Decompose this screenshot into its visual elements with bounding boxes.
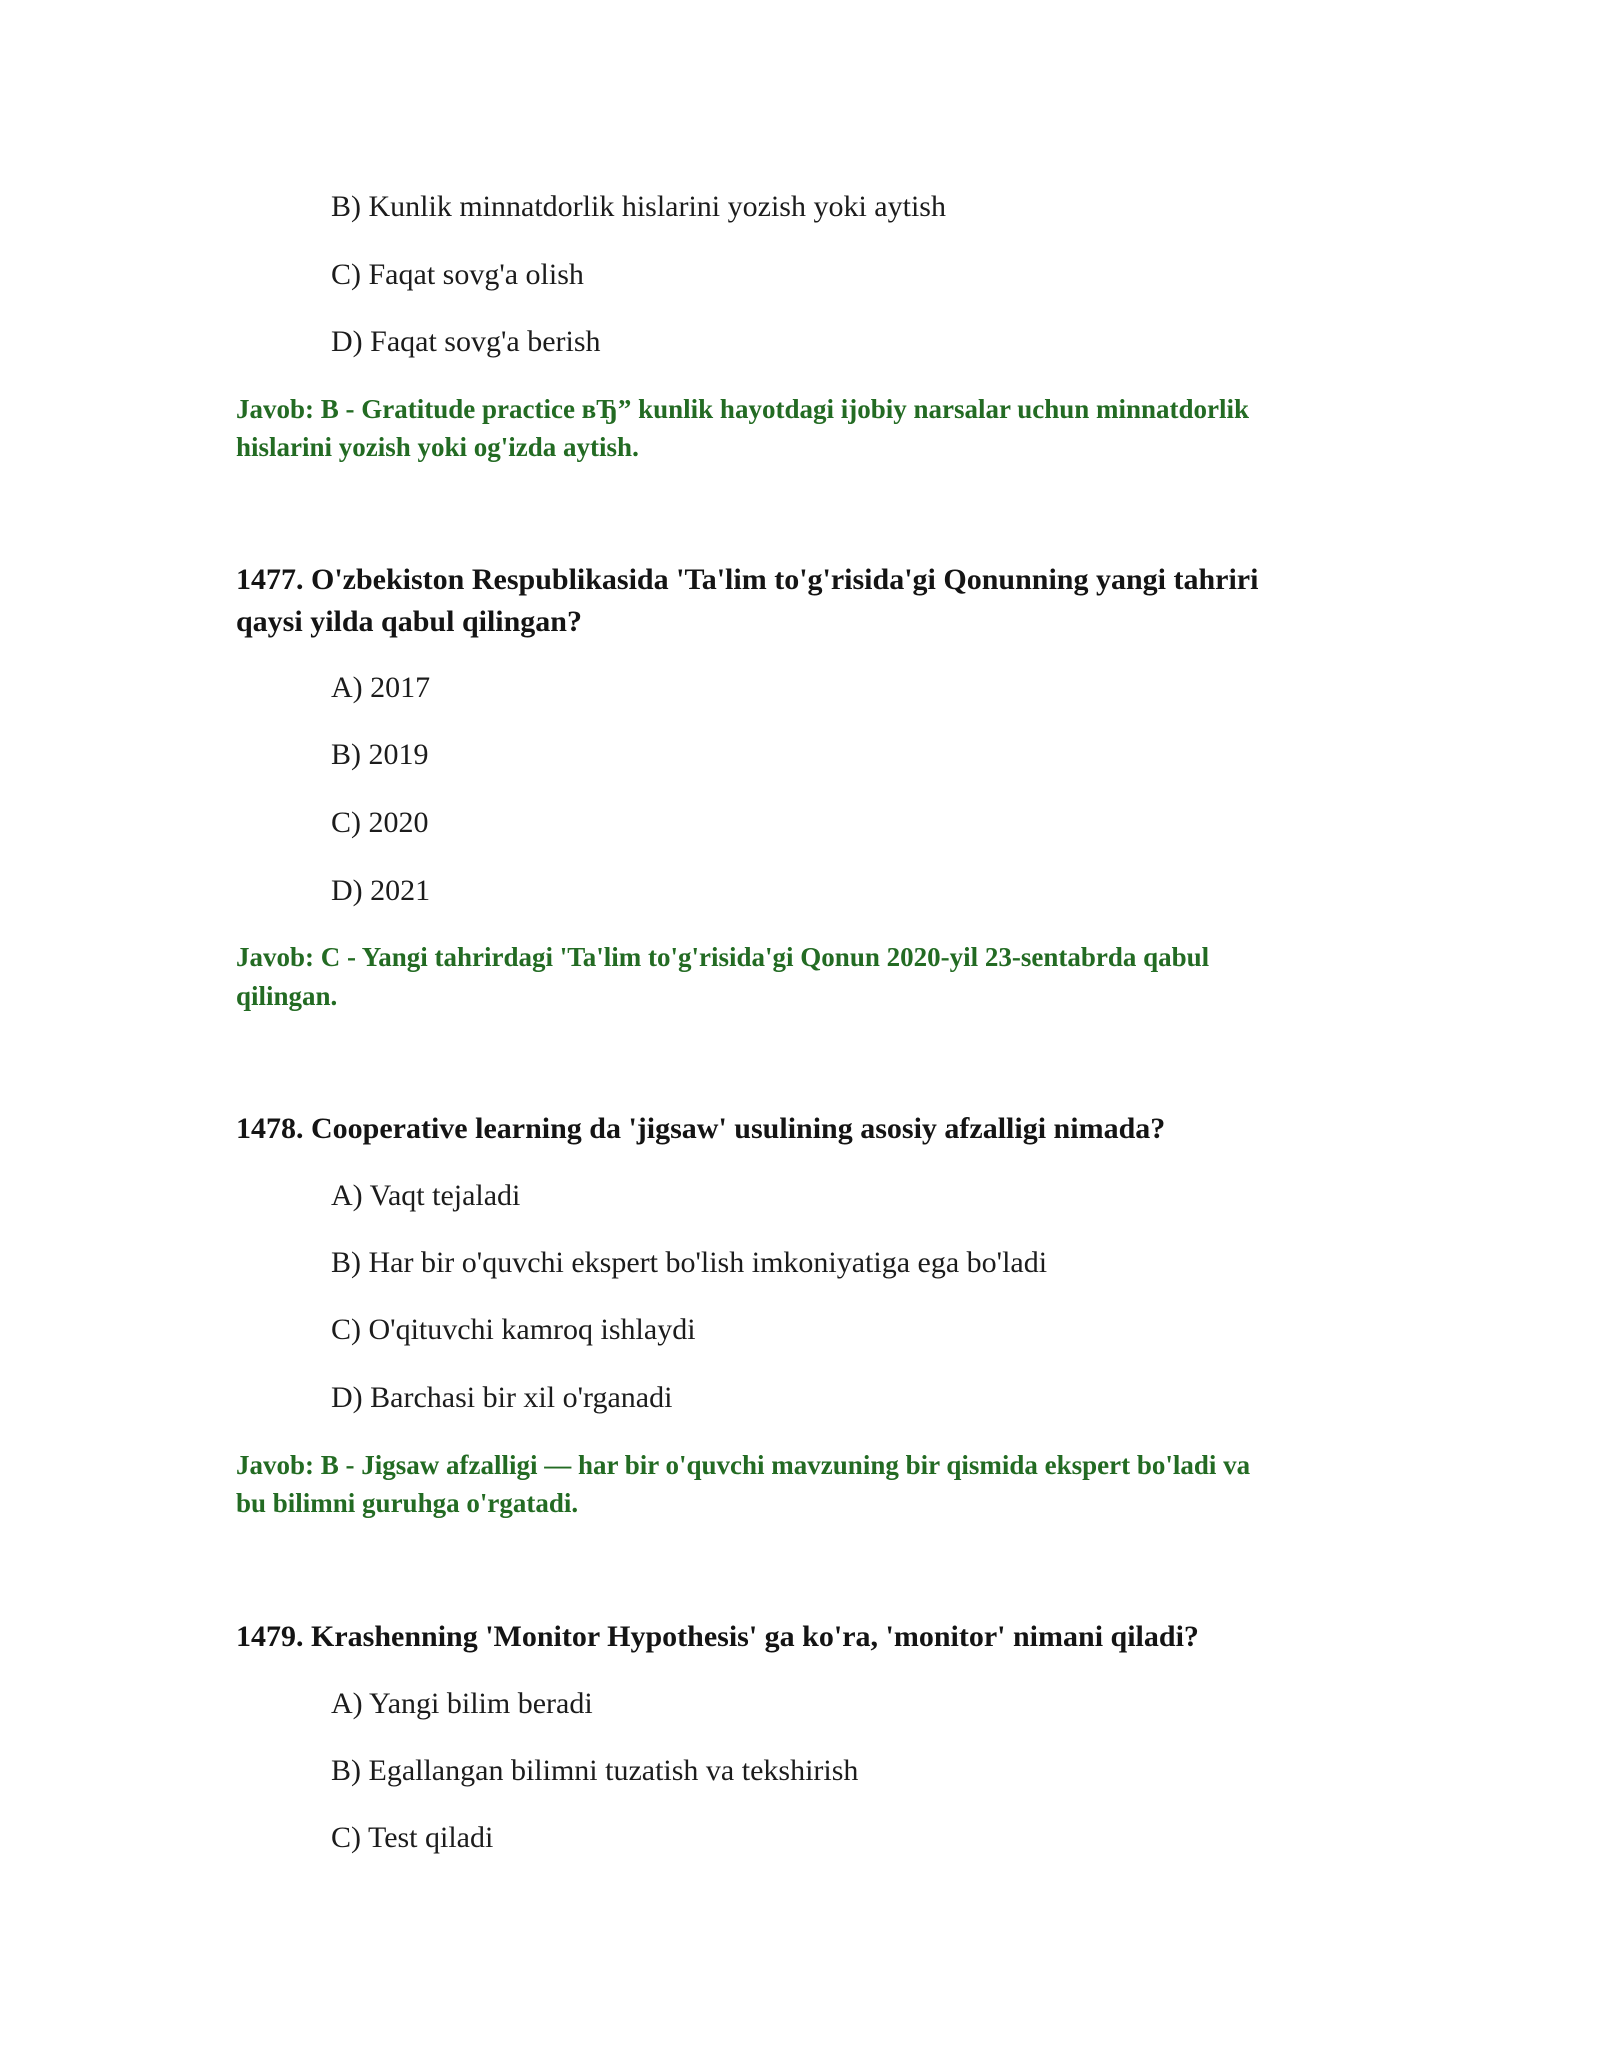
option-c: C) Faqat sovg'a olish [331, 258, 584, 291]
option-d: D) Barchasi bir xil o'rganadi [331, 1381, 673, 1414]
answer-line: Javob: C - Yangi tahrirdagi 'Ta'lim to'g'risida'gi Qonun 2020-yil 23-sentabrda qabul [236, 942, 1210, 972]
option-b: B) 2019 [331, 738, 429, 771]
option-c: C) 2020 [331, 806, 429, 839]
answer-line: bu bilimni guruhga o'rgatadi. [236, 1488, 579, 1518]
option-c: C) Test qiladi [331, 1821, 494, 1854]
answer-line: hislarini yozish yoki og'izda aytish. [236, 432, 639, 462]
option-b: B) Kunlik minnatdorlik hislarini yozish yoki aytish [331, 190, 946, 223]
question-title: 1477. O'zbekiston Respublikasida 'Ta'lim to'g'risida'gi Qonunning yangi tahriri [236, 563, 1259, 596]
answer-line: Javob: B - Gratitude practice вЂ” kunlik hayotdagi ijobiy narsalar uchun minnatdorlik [236, 394, 1250, 424]
question-title: 1478. Cooperative learning da 'jigsaw' usulining asosiy afzalligi nimada? [236, 1112, 1166, 1145]
option-a: A) 2017 [331, 671, 431, 704]
option-d: D) 2021 [331, 874, 431, 907]
answer-line: qilingan. [236, 981, 338, 1011]
option-a: A) Vaqt tejaladi [331, 1179, 521, 1212]
option-c: C) O'qituvchi kamroq ishlaydi [331, 1313, 696, 1346]
option-b: B) Egallangan bilimni tuzatish va tekshirish [331, 1754, 859, 1787]
option-d: D) Faqat sovg'a berish [331, 325, 601, 358]
question-title: 1479. Krashenning 'Monitor Hypothesis' ga ko'ra, 'monitor' nimani qiladi? [236, 1620, 1199, 1653]
option-b: B) Har bir o'quvchi ekspert bo'lish imkoniyatiga ega bo'ladi [331, 1246, 1048, 1279]
answer-line: Javob: B - Jigsaw afzalligi — har bir o'quvchi mavzuning bir qismida ekspert bo'ladi va [236, 1450, 1251, 1480]
question-title: qaysi yilda qabul qilingan? [236, 605, 582, 638]
option-a: A) Yangi bilim beradi [331, 1687, 593, 1720]
